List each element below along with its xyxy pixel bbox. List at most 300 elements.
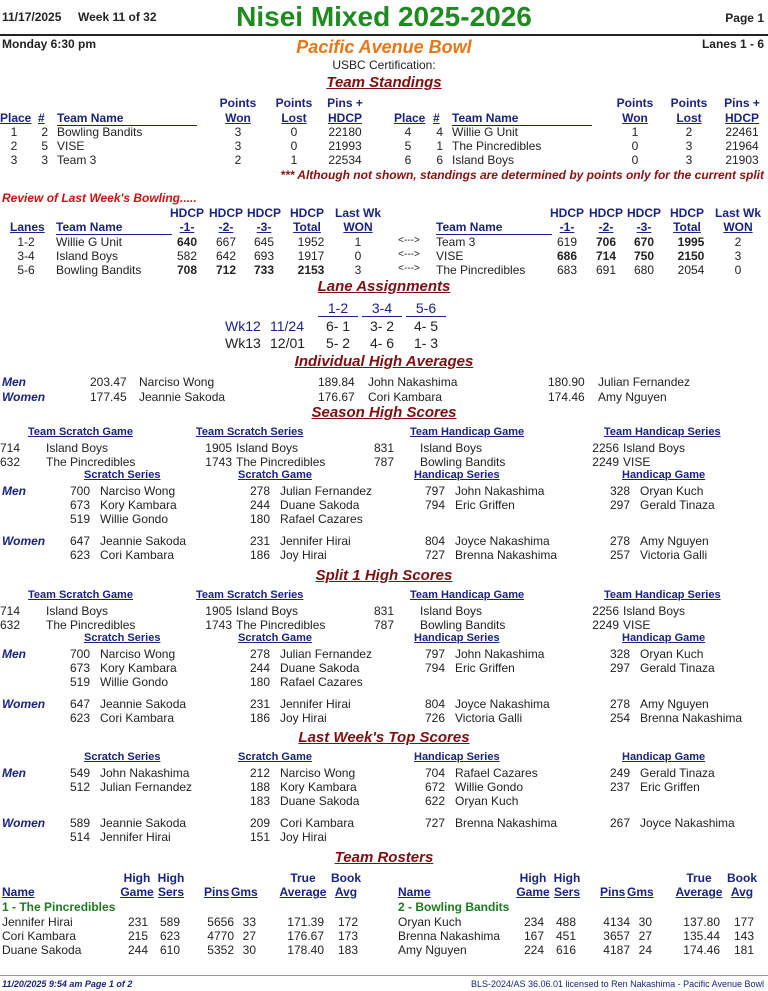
game2: 712 [215, 263, 237, 277]
points-won: 2 [234, 153, 242, 167]
score: 267 [610, 816, 631, 830]
score: 237 [610, 780, 631, 794]
bowler-name: Gerald Tinaza [640, 498, 715, 512]
individual-category-header: Handicap Game [622, 632, 706, 644]
score: 831 [374, 441, 395, 455]
bowler-name: Jeannie Sakoda [139, 390, 226, 404]
team-name: Island Boys [420, 604, 483, 618]
team-num: 6 [436, 153, 443, 167]
score: 278 [610, 534, 631, 548]
game3: 680 [633, 263, 655, 277]
hdr-num-r: # [433, 111, 440, 125]
hdr-sers: Sers [553, 885, 581, 899]
team-name: Island Boys [56, 249, 119, 263]
hdr-gms: Gms [231, 885, 258, 899]
bowler-name: Amy Nguyen [598, 390, 667, 404]
lane-matchup: 4- 5 [413, 318, 439, 334]
pins-hdcp: 21964 [725, 139, 759, 153]
score: 1743 [205, 455, 232, 469]
points-lost: 3 [685, 139, 693, 153]
true-average: 176.67 [287, 929, 324, 943]
pins: 3657 [603, 929, 630, 943]
high-series: 623 [159, 929, 180, 943]
bowler-name: John Nakashima [100, 766, 190, 780]
game3: 670 [633, 235, 655, 249]
roster-player-name: Amy Nguyen [398, 943, 467, 957]
roster-team-title: 1 - The Pincredibles [2, 900, 116, 914]
game1: 708 [176, 263, 198, 277]
bowler-name: Brenna Nakashima [640, 711, 743, 725]
points-lost: 2 [685, 125, 693, 139]
hdr-won2: Won [225, 111, 251, 125]
team-name: Island Boys [452, 153, 515, 167]
hdr-hdcp: HDCP [289, 206, 324, 220]
games: 30 [242, 943, 256, 957]
team-name: Island Boys [46, 441, 109, 455]
points-won: 3 [234, 139, 242, 153]
hdr-team: Team Name [57, 111, 197, 126]
game2: 667 [215, 235, 237, 249]
report-date: 11/17/2025 [2, 10, 62, 24]
individual-category-header: Scratch Game [238, 469, 312, 481]
score: 632 [0, 455, 21, 469]
team-name: Willie G Unit [56, 235, 123, 249]
league-title: Nisei Mixed 2025-2026 [236, 1, 532, 32]
roster-player-name: Duane Sakoda [2, 943, 82, 957]
hdr-game: Game [516, 885, 550, 899]
score: 257 [610, 548, 631, 562]
section-team-rosters: Team Rosters [334, 849, 434, 866]
team-name: VISE [57, 139, 85, 153]
lane-matchup: 6- 1 [325, 318, 351, 334]
team-name: The Pincredibles [436, 263, 526, 277]
bowler-name: Joyce Nakashima [640, 816, 735, 830]
score: 209 [250, 816, 271, 830]
hdr-won1: Points [219, 96, 257, 110]
standings-note: *** Although not shown, standings are determined by points only for the current split [280, 168, 764, 182]
standings-row [0, 139, 768, 153]
true-average: 178.40 [287, 943, 324, 957]
score: 714 [0, 604, 21, 618]
game2: 691 [595, 263, 617, 277]
score: 188 [250, 780, 271, 794]
section-review: Review of Last Week's Bowling..... [2, 191, 197, 205]
hdr-high: High [519, 871, 547, 885]
score: 2256 [592, 604, 619, 618]
bowler-name: Narciso Wong [100, 647, 176, 661]
lane-matchup: 5- 2 [325, 335, 351, 351]
bowler-name: Rafael Cazares [455, 766, 538, 780]
bowler-name: Jeannie Sakoda [100, 534, 187, 548]
hdr-name: Name [398, 885, 431, 899]
team-name: The Pincredibles [236, 618, 326, 632]
score: 519 [70, 675, 91, 689]
week-number: Wk13 [225, 335, 261, 351]
score: 244 [250, 498, 271, 512]
bowler-name: Willie Gondo [100, 512, 169, 526]
men-label: Men [2, 647, 26, 661]
score: 297 [610, 661, 631, 675]
high-game: 231 [127, 915, 148, 929]
bowler-name: Cori Kambara [100, 711, 175, 725]
bowler-name: Joyce Nakashima [455, 534, 550, 548]
high-game: 234 [523, 915, 544, 929]
game3: 693 [253, 249, 275, 263]
score: 183 [250, 794, 271, 808]
hdr-total: Total [673, 220, 701, 234]
score: 647 [70, 697, 91, 711]
score: 180 [250, 512, 271, 526]
team-name: Bowling Bandits [420, 455, 506, 469]
pins: 5352 [207, 943, 234, 957]
hdr-won: WON [723, 220, 753, 234]
points-won: 0 [631, 139, 639, 153]
hdr-team-r: Team Name [452, 111, 592, 126]
bowler-name: Willie Gondo [455, 780, 524, 794]
total: 2054 [677, 263, 705, 277]
hdr-won: WON [343, 220, 373, 234]
team-name: Island Boys [236, 604, 299, 618]
game1: 640 [176, 235, 198, 249]
score: 180 [250, 675, 271, 689]
bowler-name: Duane Sakoda [280, 661, 360, 675]
footer-rule [0, 975, 768, 976]
score: 249 [610, 766, 631, 780]
book-average: 143 [733, 929, 754, 943]
bowler-name: Rafael Cazares [280, 675, 363, 689]
hdr-name: Name [2, 885, 35, 899]
team-category-header: Team Handicap Series [604, 589, 721, 601]
bowler-name: Eric Griffen [455, 498, 515, 512]
team-name: VISE [623, 455, 651, 469]
team-name: Team 3 [57, 153, 97, 167]
hdr-gms: Gms [627, 885, 654, 899]
hdr-book: Book [727, 871, 757, 885]
score: 672 [425, 780, 446, 794]
won: 0 [734, 263, 742, 277]
score: 186 [250, 548, 271, 562]
bowler-name: Jennifer Hirai [280, 697, 351, 711]
won: 0 [354, 249, 362, 263]
score: 804 [425, 534, 446, 548]
place: 3 [10, 153, 18, 167]
score: 714 [0, 441, 21, 455]
roster-player-name: Jennifer Hirai [2, 915, 73, 929]
bowler-name: Amy Nguyen [640, 697, 709, 711]
place: 4 [404, 125, 412, 139]
won: 1 [354, 235, 362, 249]
hdr-g1: -1- [559, 220, 575, 234]
score: 727 [425, 548, 446, 562]
lanes: 3-4 [17, 249, 35, 263]
team-category-header: Team Handicap Game [410, 426, 525, 438]
team-category-header: Team Handicap Game [410, 589, 525, 601]
individual-category-header: Scratch Series [84, 469, 161, 481]
hdr-hdcp: HDCP [626, 206, 661, 220]
score: 647 [70, 534, 91, 548]
bowler-name: Kory Kambara [280, 780, 357, 794]
place: 5 [404, 139, 412, 153]
week-date: 11/24 [270, 318, 304, 334]
score: 186 [250, 711, 271, 725]
review-row [0, 235, 768, 249]
score: 831 [374, 604, 395, 618]
hdr-high: High [123, 871, 151, 885]
high-game: 244 [127, 943, 148, 957]
place: 2 [10, 139, 18, 153]
review-row [0, 263, 768, 277]
pins: 4187 [603, 943, 630, 957]
pins: 4770 [207, 929, 234, 943]
hdr-true: True [686, 871, 712, 885]
score: 2249 [592, 618, 619, 632]
score: 623 [70, 711, 91, 725]
bowler-name: Oryan Kuch [640, 647, 704, 661]
lane-pair-header: 3-4 [362, 300, 402, 317]
page-label: Page 1 [725, 11, 764, 25]
total: 1995 [677, 235, 705, 249]
bowler-name: Jennifer Hirai [280, 534, 351, 548]
individual-category-header: Handicap Game [622, 751, 706, 763]
score: 519 [70, 512, 91, 526]
bowler-name: John Nakashima [455, 647, 545, 661]
usbc-cert: USBC Certification: [332, 58, 436, 72]
individual-category-header: Handicap Series [414, 632, 500, 644]
individual-category-header: Scratch Series [84, 632, 161, 644]
team-name: The Pincredibles [46, 618, 136, 632]
high-game: 224 [523, 943, 544, 957]
hdr-lost2: Lost [281, 111, 307, 125]
hdr-pins1-r: Pins + [724, 96, 760, 110]
team-name: Island Boys [46, 604, 109, 618]
bowler-name: Oryan Kuch [640, 484, 704, 498]
score: 297 [610, 498, 631, 512]
score: 328 [610, 484, 631, 498]
standings-row [0, 153, 768, 167]
team-name: The Pincredibles [46, 455, 136, 469]
points-lost: 0 [290, 139, 298, 153]
game1: 683 [556, 263, 578, 277]
hdr-lost1: Points [275, 96, 313, 110]
high-series: 488 [555, 915, 576, 929]
hdr-team: Team Name [56, 220, 172, 235]
team-name: VISE [436, 249, 464, 263]
score: 278 [610, 697, 631, 711]
hdr-high: High [157, 871, 185, 885]
high-series: 610 [159, 943, 180, 957]
lane-pair-header: 5-6 [406, 300, 446, 317]
points-won: 0 [631, 153, 639, 167]
lane-pair-header: 1-2 [318, 300, 358, 317]
bowling-center: Pacific Avenue Bowl [296, 37, 472, 57]
bowler-name: Duane Sakoda [280, 498, 360, 512]
average: 180.90 [548, 375, 585, 389]
hdr-avg: Avg [334, 885, 358, 899]
team-name: Island Boys [623, 604, 686, 618]
bowler-name: Narciso Wong [280, 766, 356, 780]
average: 177.45 [90, 390, 127, 404]
versus-arrow: <---> [398, 249, 420, 260]
week-date: 12/01 [270, 335, 306, 351]
bowler-name: Jennifer Hirai [100, 830, 171, 844]
hdr-sers: Sers [157, 885, 185, 899]
average: 203.47 [90, 375, 127, 389]
lane-matchup: 1- 3 [413, 335, 439, 351]
game2: 706 [595, 235, 617, 249]
points-won: 3 [234, 125, 242, 139]
score: 632 [0, 618, 21, 632]
pins-hdcp: 22180 [328, 125, 362, 139]
team-name: Bowling Bandits [420, 618, 506, 632]
games: 27 [242, 929, 256, 943]
hdr-average: Average [279, 885, 327, 899]
bowler-name: Amy Nguyen [640, 534, 709, 548]
section-split-high: Split 1 High Scores [315, 567, 453, 584]
true-average: 171.39 [287, 915, 324, 929]
team-category-header: Team Handicap Series [604, 426, 721, 438]
true-average: 174.46 [683, 943, 720, 957]
game2: 714 [595, 249, 617, 263]
bowler-name: Joy Hirai [280, 548, 327, 562]
score: 787 [374, 455, 395, 469]
bowler-name: Kory Kambara [100, 498, 177, 512]
roster-player-name: Oryan Kuch [398, 915, 462, 929]
hdr-lanes: Lanes [10, 220, 45, 234]
bowler-name: Jeannie Sakoda [100, 697, 187, 711]
score: 622 [425, 794, 446, 808]
bowler-name: Joyce Nakashima [455, 697, 550, 711]
women-label: Women [2, 534, 46, 548]
team-num: 1 [436, 139, 443, 153]
games: 27 [638, 929, 652, 943]
score: 673 [70, 661, 91, 675]
score: 328 [610, 647, 631, 661]
pins-hdcp: 22461 [725, 125, 759, 139]
hdr-g2: -2- [598, 220, 614, 234]
pins: 5656 [207, 915, 234, 929]
team-num: 3 [41, 153, 48, 167]
team-num: 4 [436, 125, 443, 139]
section-last-week-top: Last Week's Top Scores [298, 729, 470, 746]
footer-left: 11/20/2025 9:54 am Page 1 of 2 [2, 979, 133, 989]
hdr-hdcp: HDCP [549, 206, 584, 220]
score: 254 [610, 711, 631, 725]
score: 797 [425, 647, 446, 661]
individual-category-header: Scratch Series [84, 751, 161, 763]
bowler-name: Narciso Wong [139, 375, 215, 389]
team-name: The Pincredibles [236, 455, 326, 469]
high-series: 616 [555, 943, 576, 957]
roster-player-name: Brenna Nakashima [398, 929, 501, 943]
hdr-g1: -1- [179, 220, 195, 234]
pins-hdcp: 21993 [328, 139, 362, 153]
score: 1905 [205, 441, 232, 455]
average: 176.67 [318, 390, 355, 404]
bowler-name: Duane Sakoda [280, 794, 360, 808]
hdr-pins: Pins [204, 885, 230, 899]
hdr-pins: Pins [600, 885, 626, 899]
total: 1952 [297, 235, 325, 249]
hdr-hdcp: HDCP [246, 206, 281, 220]
men-label: Men [2, 484, 26, 498]
pins-hdcp: 22534 [328, 153, 362, 167]
hdr-lost1-r: Points [670, 96, 708, 110]
high-game: 167 [523, 929, 544, 943]
women-label: Women [2, 697, 46, 711]
lanes: 5-6 [17, 263, 35, 277]
bowler-name: Cori Kambara [280, 816, 355, 830]
lane-matchup: 4- 6 [369, 335, 395, 351]
won: 2 [734, 235, 742, 249]
score: 787 [374, 618, 395, 632]
book-average: 173 [337, 929, 358, 943]
roster-team-title: 2 - Bowling Bandits [398, 900, 510, 914]
hdr-hdcp: HDCP [208, 206, 243, 220]
score: 278 [250, 647, 271, 661]
team-name: Bowling Bandits [56, 263, 142, 277]
hdr-place: Place [0, 111, 32, 125]
book-average: 177 [733, 915, 754, 929]
hdr-g3: -3- [636, 220, 652, 234]
score: 726 [425, 711, 446, 725]
bowler-name: Victoria Galli [640, 548, 708, 562]
score: 589 [70, 816, 91, 830]
bowler-name: Kory Kambara [100, 661, 177, 675]
score: 151 [250, 830, 271, 844]
section-team-standings: Team Standings [326, 74, 442, 91]
roster-player-name: Cori Kambara [2, 929, 77, 943]
score: 2249 [592, 455, 619, 469]
high-game: 215 [127, 929, 148, 943]
won: 3 [734, 249, 742, 263]
game3: 645 [253, 235, 275, 249]
hdr-place-r: Place [394, 111, 426, 125]
hdr-g3: -3- [256, 220, 272, 234]
score: 794 [425, 498, 446, 512]
team-category-header: Team Scratch Game [28, 589, 133, 601]
team-name: Island Boys [236, 441, 299, 455]
review-row [0, 249, 768, 263]
score: 514 [70, 830, 91, 844]
game3: 750 [633, 249, 655, 263]
week-label: Week 11 of 32 [78, 10, 157, 24]
bowler-name: Eric Griffen [455, 661, 515, 675]
score: 727 [425, 816, 446, 830]
bowler-name: Cori Kambara [368, 390, 443, 404]
footer-right: BLS-2024/AS 36.06.01 licensed to Ren Nakashima - Pacific Avenue Bowl [470, 979, 764, 989]
team-name: Team 3 [436, 235, 476, 249]
place: 1 [10, 125, 18, 139]
bowler-name: Eric Griffen [640, 780, 700, 794]
hdr-hdcp: HDCP [169, 206, 204, 220]
bowler-name: Cori Kambara [100, 548, 175, 562]
bowler-name: Brenna Nakashima [455, 548, 558, 562]
score: 1743 [205, 618, 232, 632]
total: 1917 [297, 249, 325, 263]
lanes-label: Lanes 1 - 6 [701, 37, 764, 51]
score: 212 [250, 766, 271, 780]
hdr-pins1: Pins + [327, 96, 363, 110]
team-name: Willie G Unit [452, 125, 519, 139]
hdr-average: Average [675, 885, 723, 899]
total: 2153 [297, 263, 325, 277]
bowler-name: Joy Hirai [280, 711, 327, 725]
team-name: Island Boys [623, 441, 686, 455]
game1: 582 [176, 249, 198, 263]
team-category-header: Team Scratch Game [28, 426, 133, 438]
score: 700 [70, 484, 91, 498]
points-lost: 0 [290, 125, 298, 139]
